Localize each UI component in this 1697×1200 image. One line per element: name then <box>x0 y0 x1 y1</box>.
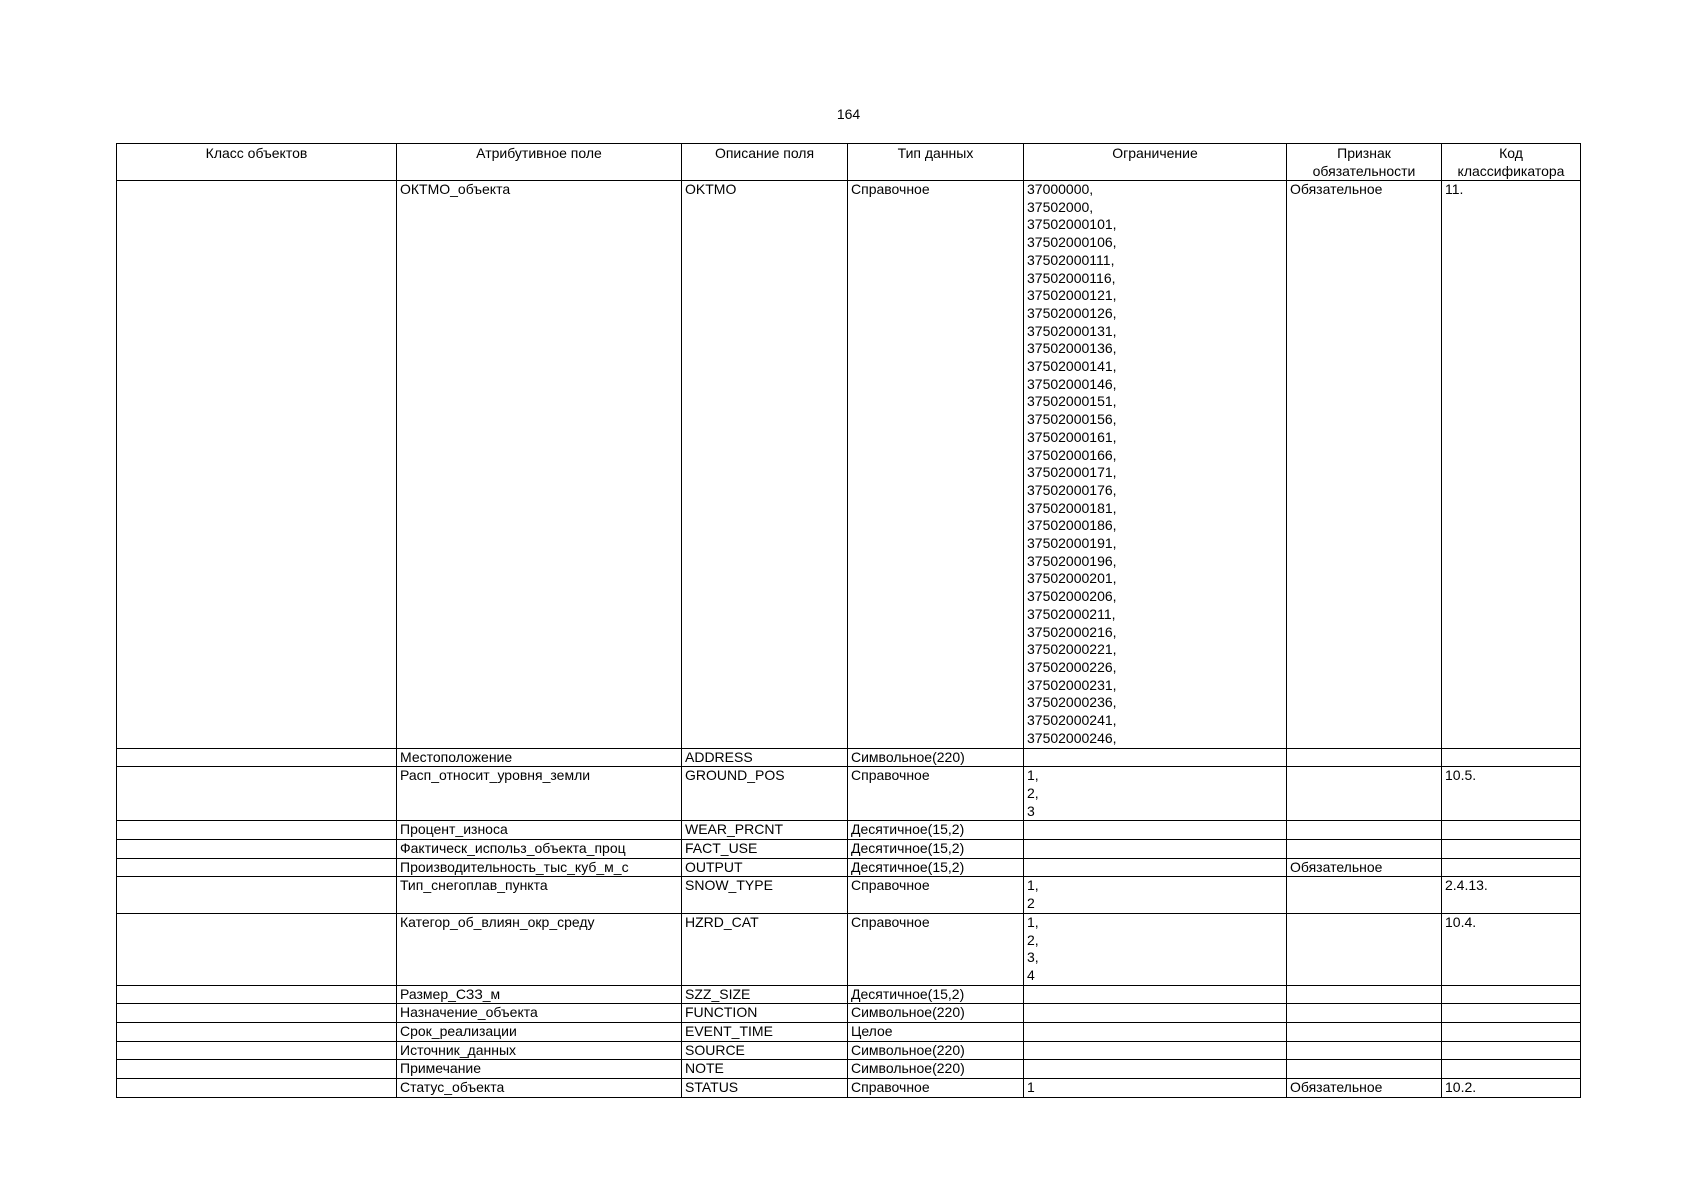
cell-required <box>1287 821 1442 840</box>
cell-constraint: 1, 2, 3, 4 <box>1024 913 1287 985</box>
cell-attribute: Категор_об_влиян_окр_среду <box>397 913 682 985</box>
cell-code <box>1442 858 1581 877</box>
cell-class <box>117 913 397 985</box>
cell-attribute: Процент_износа <box>397 821 682 840</box>
cell-required <box>1287 840 1442 859</box>
cell-description: EVENT_TIME <box>682 1023 848 1042</box>
table-row <box>117 877 1581 913</box>
cell-attribute: Размер_СЗЗ_м <box>397 985 682 1004</box>
cell-class <box>117 1004 397 1023</box>
cell-description: ADDRESS <box>682 748 848 767</box>
cell-code <box>1442 1041 1581 1060</box>
cell-code: 2.4.13. <box>1442 877 1581 913</box>
cell-type: Десятичное(15,2) <box>848 840 1024 859</box>
table-row <box>117 840 1581 859</box>
cell-code: 10.5. <box>1442 767 1581 821</box>
cell-type: Справочное <box>848 181 1024 749</box>
header-row <box>117 144 1581 181</box>
cell-constraint <box>1024 748 1287 767</box>
cell-class <box>117 1023 397 1042</box>
table-row <box>117 181 1581 749</box>
cell-class <box>117 181 397 749</box>
header-constraint: Ограничение <box>1024 144 1287 181</box>
cell-code: 11. <box>1442 181 1581 749</box>
cell-required <box>1287 985 1442 1004</box>
cell-description: SZZ_SIZE <box>682 985 848 1004</box>
table-row <box>117 1004 1581 1023</box>
cell-required <box>1287 1023 1442 1042</box>
table-row <box>117 748 1581 767</box>
attribute-table <box>116 143 1581 1098</box>
cell-type: Десятичное(15,2) <box>848 821 1024 840</box>
cell-type: Символьное(220) <box>848 1060 1024 1079</box>
cell-attribute: Расп_относит_уровня_земли <box>397 767 682 821</box>
cell-description: SOURCE <box>682 1041 848 1060</box>
cell-code <box>1442 1023 1581 1042</box>
cell-constraint: 37000000, 37502000, 37502000101, 37502000106, 37502000111, 37502000116, 37502000121, 37502000126, 37502000131, 37502000136, 37502000141, 37502000146, 37502000151, 37502000156, 37502000161, 37502000166, 37502000171, 37502000176, 37502000181, 37502000186, 37502000191, 37502000196, 37502000201, 37502000206, 37502000211, 37502000216, 37502000221, 37502000226, 37502000231, 37502000236, 37502000241, 37502000246, <box>1024 181 1287 749</box>
table-row <box>117 913 1581 985</box>
cell-constraint: 1, 2, 3 <box>1024 767 1287 821</box>
cell-class <box>117 1079 397 1098</box>
cell-type: Десятичное(15,2) <box>848 858 1024 877</box>
cell-attribute: Срок_реализации <box>397 1023 682 1042</box>
cell-description: NOTE <box>682 1060 848 1079</box>
cell-class <box>117 767 397 821</box>
cell-class <box>117 858 397 877</box>
cell-description: SNOW_TYPE <box>682 877 848 913</box>
cell-description: FUNCTION <box>682 1004 848 1023</box>
cell-class <box>117 840 397 859</box>
cell-constraint <box>1024 821 1287 840</box>
header-description: Описание поля <box>682 144 848 181</box>
cell-required <box>1287 913 1442 985</box>
cell-required <box>1287 1041 1442 1060</box>
cell-required <box>1287 767 1442 821</box>
cell-class <box>117 1060 397 1079</box>
cell-class <box>117 821 397 840</box>
header-code: Код классификатора <box>1442 144 1581 181</box>
cell-constraint <box>1024 1023 1287 1042</box>
table-body <box>117 181 1581 1098</box>
cell-required <box>1287 748 1442 767</box>
table-row <box>117 858 1581 877</box>
cell-code <box>1442 840 1581 859</box>
header-class: Класс объектов <box>117 144 397 181</box>
table-row <box>117 767 1581 821</box>
cell-attribute: Статус_объекта <box>397 1079 682 1098</box>
header-attribute: Атрибутивное поле <box>397 144 682 181</box>
cell-code <box>1442 985 1581 1004</box>
cell-attribute: Источник_данных <box>397 1041 682 1060</box>
table-row <box>117 1041 1581 1060</box>
cell-attribute: Назначение_объекта <box>397 1004 682 1023</box>
cell-type: Справочное <box>848 767 1024 821</box>
cell-attribute: Местоположение <box>397 748 682 767</box>
cell-required <box>1287 1060 1442 1079</box>
cell-description: OKTMO <box>682 181 848 749</box>
cell-code <box>1442 1060 1581 1079</box>
cell-description: FACT_USE <box>682 840 848 859</box>
cell-constraint <box>1024 985 1287 1004</box>
cell-type: Справочное <box>848 913 1024 985</box>
cell-constraint: 1, 2 <box>1024 877 1287 913</box>
cell-type: Целое <box>848 1023 1024 1042</box>
cell-constraint <box>1024 840 1287 859</box>
cell-class <box>117 985 397 1004</box>
cell-type: Символьное(220) <box>848 1041 1024 1060</box>
cell-type: Десятичное(15,2) <box>848 985 1024 1004</box>
cell-type: Символьное(220) <box>848 748 1024 767</box>
cell-code: 10.4. <box>1442 913 1581 985</box>
header-required: Признак обязательности <box>1287 144 1442 181</box>
cell-code <box>1442 1004 1581 1023</box>
cell-code: 10.2. <box>1442 1079 1581 1098</box>
cell-required <box>1287 1004 1442 1023</box>
table-row <box>117 1079 1581 1098</box>
cell-constraint <box>1024 1060 1287 1079</box>
table-row <box>117 1023 1581 1042</box>
cell-class <box>117 748 397 767</box>
cell-required: Обязательное <box>1287 1079 1442 1098</box>
cell-constraint <box>1024 1004 1287 1023</box>
cell-description: STATUS <box>682 1079 848 1098</box>
cell-attribute: Производительность_тыс_куб_м_с <box>397 858 682 877</box>
cell-required: Обязательное <box>1287 858 1442 877</box>
cell-type: Символьное(220) <box>848 1004 1024 1023</box>
page-number: 164 <box>836 106 861 122</box>
cell-attribute: ОКТМО_объекта <box>397 181 682 749</box>
cell-type: Справочное <box>848 877 1024 913</box>
cell-attribute: Тип_снегоплав_пункта <box>397 877 682 913</box>
cell-class <box>117 877 397 913</box>
table-row <box>117 1060 1581 1079</box>
cell-attribute: Фактическ_использ_объекта_проц <box>397 840 682 859</box>
cell-constraint <box>1024 858 1287 877</box>
cell-description: GROUND_POS <box>682 767 848 821</box>
cell-code <box>1442 748 1581 767</box>
cell-type: Справочное <box>848 1079 1024 1098</box>
cell-required <box>1287 877 1442 913</box>
cell-code <box>1442 821 1581 840</box>
cell-constraint <box>1024 1041 1287 1060</box>
cell-class <box>117 1041 397 1060</box>
cell-description: WEAR_PRCNT <box>682 821 848 840</box>
cell-constraint: 1 <box>1024 1079 1287 1098</box>
cell-attribute: Примечание <box>397 1060 682 1079</box>
table-row <box>117 985 1581 1004</box>
cell-description: OUTPUT <box>682 858 848 877</box>
table-row <box>117 821 1581 840</box>
cell-description: HZRD_CAT <box>682 913 848 985</box>
cell-required: Обязательное <box>1287 181 1442 749</box>
header-type: Тип данных <box>848 144 1024 181</box>
